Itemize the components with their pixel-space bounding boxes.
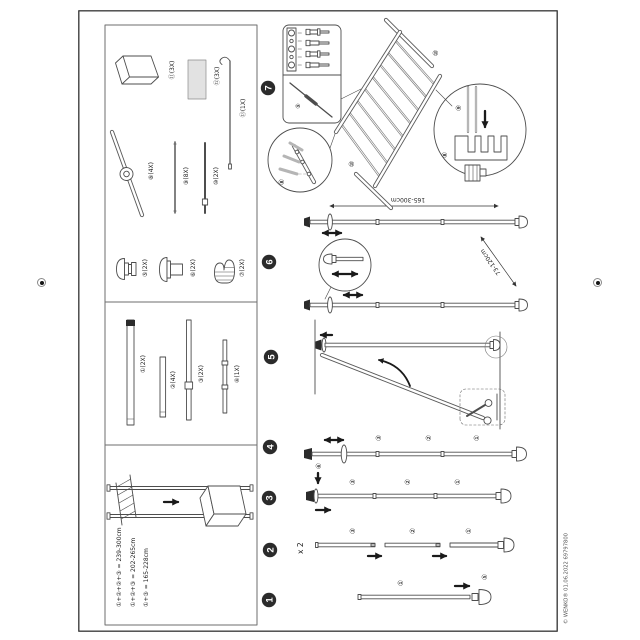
step-badge-1 [262,593,276,607]
part-label-9: ⑨(8X) [183,167,190,185]
step-number-1: 1 [264,597,276,603]
step-5-diagram [315,320,507,429]
step-badge-5 [264,350,278,364]
length-formulas [116,527,150,607]
step-7-diagram [268,20,526,208]
part-label-13: ⑬(1X) [240,98,247,118]
callout-rail-10-right: ⑩ [432,49,440,57]
callout-seg-1: ① [465,527,473,535]
step-badge-3 [262,491,276,505]
height-dimension-label: 165-300cm [390,196,426,203]
callout-rail-10-left: ⑩ [348,160,356,168]
imprint-text: © WENKO® 01.06.2022 69797800 [563,533,570,624]
pole-parts-box [126,320,241,425]
callout-seg-3c: ③ [375,434,383,442]
step-badge-2 [263,543,277,557]
callout-pole-1: ① [397,579,405,587]
drying-rack-drawing [336,20,440,208]
callout-seg-2b: ② [404,478,412,486]
step-number-6: 6 [264,259,276,265]
height-dimension [330,196,498,206]
part-label-2: ②(4X) [170,371,177,389]
callout-seg-3: ③ [349,527,357,535]
step2-multiplier: x 2 [296,542,305,554]
part-label-5: ⑤(2X) [142,259,149,277]
step-badge-6 [262,255,276,269]
spacing-dimension-label: 73-120cm [479,247,503,277]
part-label-4: ④(1X) [234,365,241,383]
step-number-5: 5 [266,354,278,360]
step-2-diagram [296,528,514,556]
hardware-parts-box [112,56,247,283]
step-number-7: 7 [263,85,275,91]
parts-panel [105,25,257,625]
part-label-11: ⑪(3X) [169,60,176,80]
step-3-diagram [306,463,511,510]
part-label-8: ⑧(4X) [148,162,155,180]
step-badge-7 [261,81,275,95]
callout-seg-1b: ① [454,478,462,486]
callout-rod-9: ⑨ [455,104,463,112]
formula-mid: ①+②+③ = 202-265cm [130,537,137,607]
callout-seg-2: ② [409,527,417,535]
step-1-diagram [358,574,491,605]
step-6-diagram [304,196,528,313]
step-number-2: 2 [265,547,277,553]
callout-cup-6: ⑥ [315,462,323,470]
instruction-sheet [78,10,572,632]
part-label-1: ①(2X) [140,355,147,373]
callout-bracket-8: ⑧ [278,178,286,186]
step-badge-4 [263,440,277,454]
part-label-7: ⑦(2X) [239,259,246,277]
part-label-3: ③(2X) [198,365,205,383]
callout-rod-9-inset: ⑨ [295,103,302,109]
step-number-3: 3 [264,495,276,501]
step-4-diagram [304,435,527,463]
slot-detail-circle [434,84,526,181]
step-number-4: 4 [265,444,277,450]
callout-bracket-8b: ⑧ [441,151,449,159]
part-label-12: ⑫(3X) [214,66,221,86]
overview-box [107,475,253,607]
formula-min: ①+③ = 165-228cm [143,548,150,607]
formula-max: ①+②+②+③ = 239-300cm [116,527,123,607]
assembled-overview-drawing [107,475,253,526]
sheet-artwork [78,10,572,632]
callout-seg-1c: ① [473,434,481,442]
callout-seg-3b: ③ [349,478,357,486]
registration-mark-left [37,278,46,287]
callout-cap-5: ⑤ [481,573,489,581]
part-label-10: ⑩(2X) [213,167,220,185]
spacing-dimension [479,237,516,286]
twist-detail-circle [319,239,371,299]
registration-mark-right [593,278,602,287]
callout-seg-2c: ② [425,434,433,442]
bracket-detail-circle [268,128,335,192]
part-label-6: ⑥(2X) [190,259,197,277]
